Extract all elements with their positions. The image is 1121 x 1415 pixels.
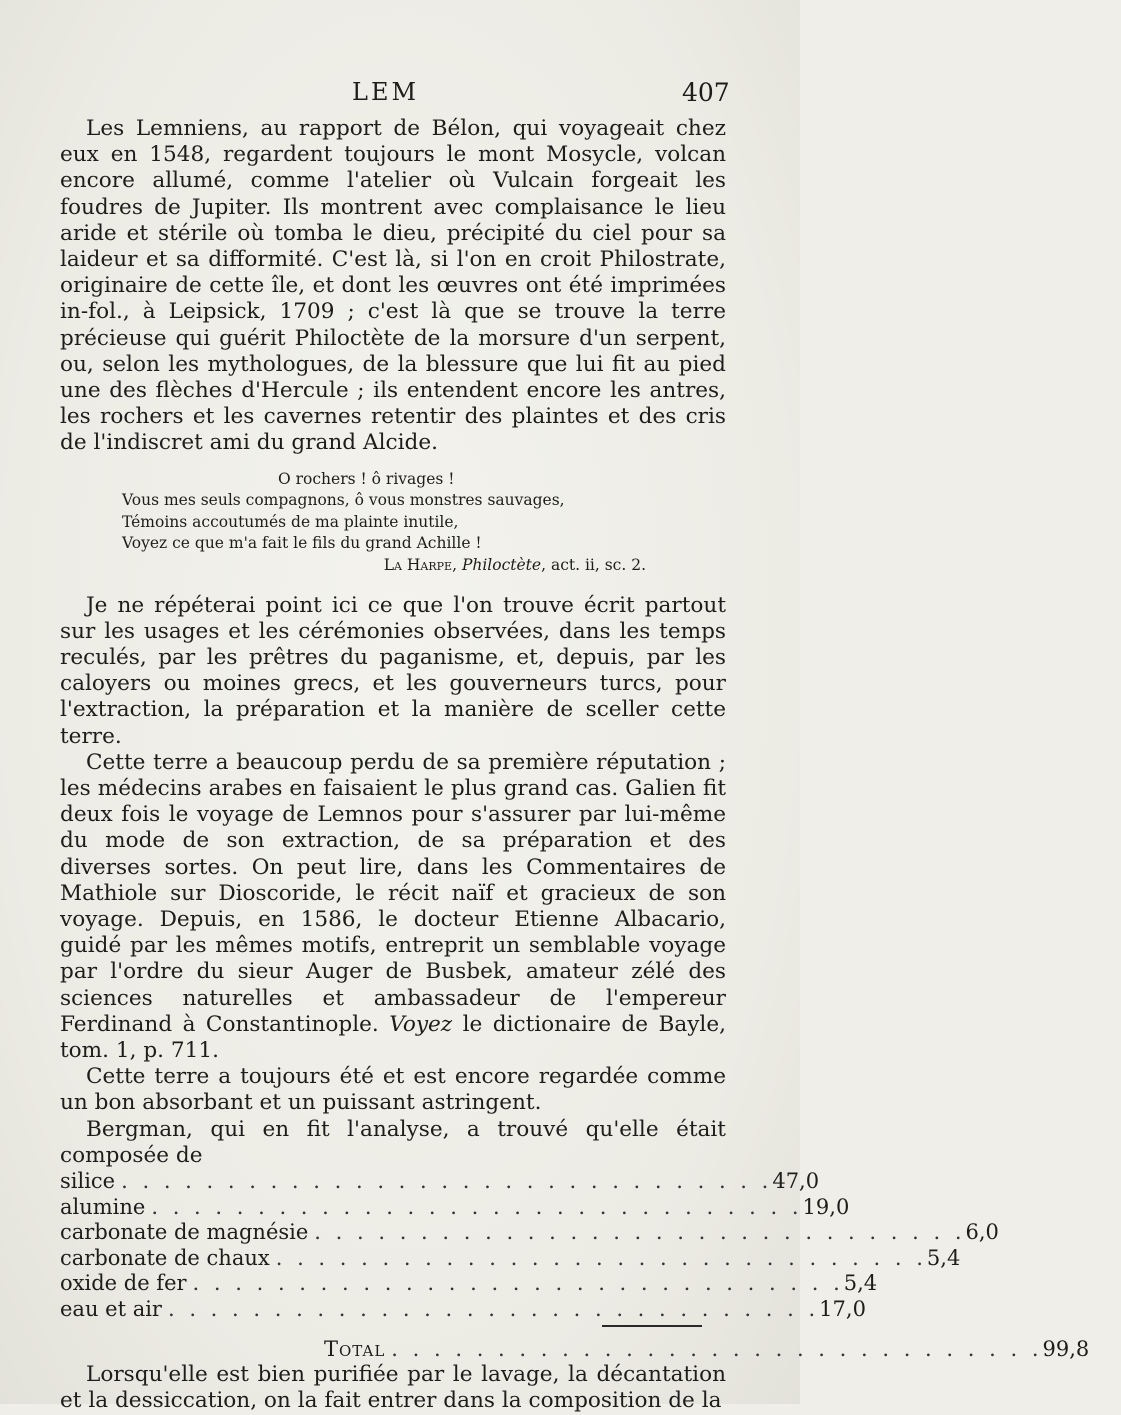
paragraph-bergman: Bergman, qui en fit l'analyse, a trouvé qu'elle était composée de	[60, 1117, 726, 1169]
total-label: Total	[60, 1337, 385, 1363]
composition-row	[60, 1195, 726, 1221]
sum-rule	[60, 1323, 726, 1333]
paragraph-purifiee: Lorsqu'elle est bien purifiée par le lavage, la décantation et la dessiccation, on la fait entrer dans la composition de la	[60, 1362, 726, 1414]
composition-name: oxide de fer	[60, 1271, 187, 1297]
composition-row	[60, 1246, 726, 1272]
bayle-reference: le dictionaire de Bayle, tom. 1, p. 711.	[60, 1012, 726, 1063]
composition-value: 6,0	[966, 1220, 1031, 1246]
verse-reference: , act. ii, sc. 2.	[541, 556, 646, 574]
composition-name: eau et air	[60, 1297, 162, 1323]
paragraph-usages: Je ne répéterai point ici ce que l'on trouve écrit partout sur les usages et les cérémonies observées, dans les temps reculés, par les prêtres du paganisme, et, depuis, par les caloyers ou moines grecs, et les gouverneurs turcs, pour l'extraction, la préparation et la manière de sceller cette terre.	[60, 593, 726, 750]
composition-row	[60, 1169, 726, 1195]
composition-row	[60, 1297, 726, 1323]
composition-total-row	[60, 1337, 726, 1363]
leader-dots: . . . . . . . . . . . . . . . . . . . . . . . . . . . . . . .	[385, 1337, 1042, 1363]
paragraph-absorbant: Cette terre a toujours été et est encore regardée comme un bon absorbant et un puissant astringent.	[60, 1064, 726, 1116]
verse-attribution: La Harpe, Philoctète, act. ii, sc. 2.	[122, 555, 726, 577]
paragraph-lemniens: Les Lemniens, au rapport de Bélon, qui voyageait chez eux en 1548, regardent toujours le mont Mosycle, volcan encore allumé, comme l'atelier où Vulcain forgeait les foudres de Jupiter. Ils montrent avec complaisance le lieu aride et stérile où tomba le dieu, précipité du ciel pour sa laideur et sa difformité. C'est là, si l'on en croit Philostrate, originaire de cette île, et dont les œuvres ont été imprimées in-fol., à Leipsick, 1709 ; c'est là que se trouve la terre précieuse qui guérit Philoctète de la morsure d'un serpent, ou, selon les mythologues, de la blessure que lui fit au pied une des flèches d'Hercule ; ils entendent encore les antres, les rochers et les cavernes retentir des plaintes et des cris de l'indiscret ami du grand Alcide.	[60, 116, 726, 457]
composition-row	[60, 1271, 726, 1297]
composition-name: carbonate de magnésie	[60, 1220, 308, 1246]
verse-line: O rochers ! ô rivages !	[122, 469, 726, 491]
running-head: LEM	[352, 78, 419, 106]
verse-author: La Harpe	[384, 556, 452, 574]
composition-name: carbonate de chaux	[60, 1246, 270, 1272]
body-text	[60, 116, 726, 1415]
leader-dots: . . . . . . . . . . . . . . . . . . . . . . . . . . . . . . .	[145, 1195, 802, 1221]
composition-value: 47,0	[772, 1169, 851, 1195]
composition-value: 5,4	[844, 1271, 909, 1297]
total-value: 99,8	[1043, 1337, 1121, 1363]
composition-row	[60, 1220, 726, 1246]
composition-table	[60, 1169, 726, 1362]
leader-dots: . . . . . . . . . . . . . . . . . . . . . . . . . . . . . . .	[187, 1271, 844, 1297]
composition-value: 5,4	[927, 1246, 992, 1272]
verse-line: Témoins accoutumés de ma plainte inutile,	[122, 512, 726, 534]
leader-dots: . . . . . . . . . . . . . . . . . . . . . . . . . . . . . . .	[162, 1297, 819, 1323]
composition-name: silice	[60, 1169, 115, 1195]
leader-dots: . . . . . . . . . . . . . . . . . . . . . . . . . . . . . . .	[115, 1169, 772, 1195]
verse-line: Vous mes seuls compagnons, ô vous monstres sauvages,	[122, 490, 726, 512]
page-number: 407	[682, 78, 730, 107]
leader-dots: . . . . . . . . . . . . . . . . . . . . . . . . . . . . . . .	[270, 1246, 927, 1272]
verse-work: Philoctète	[462, 556, 541, 574]
voyez-word: Voyez	[389, 1012, 452, 1037]
composition-value: 19,0	[803, 1195, 882, 1221]
paragraph-reputation	[60, 750, 726, 1064]
page-header	[0, 78, 800, 118]
verse-quotation	[122, 469, 726, 577]
composition-name: alumine	[60, 1195, 145, 1221]
verse-line: Voyez ce que m'a fait le fils du grand Achille !	[122, 533, 726, 555]
leader-dots: . . . . . . . . . . . . . . . . . . . . . . . . . . . . . . .	[308, 1220, 965, 1246]
reputation-text: Cette terre a beaucoup perdu de sa première réputation ; les médecins arabes en faisaient le plus grand cas. Galien fit deux fois le voyage de Lemnos pour s'assurer par lui-même du mode de son extraction, de sa préparation et des diverses sortes. On peut lire, dans les Commentaires de Mathiole sur Dioscoride, le récit naïf et gracieux de son voyage. Depuis, en 1586, le docteur Etienne Albacario, guidé par les mêmes motifs, entreprit un semblable voyage par l'ordre du sieur Auger de Busbek, amateur zélé des sciences naturelles et ambassadeur de l'empereur Ferdinand à Constantinople.	[60, 750, 726, 1037]
composition-value: 17,0	[819, 1297, 898, 1323]
